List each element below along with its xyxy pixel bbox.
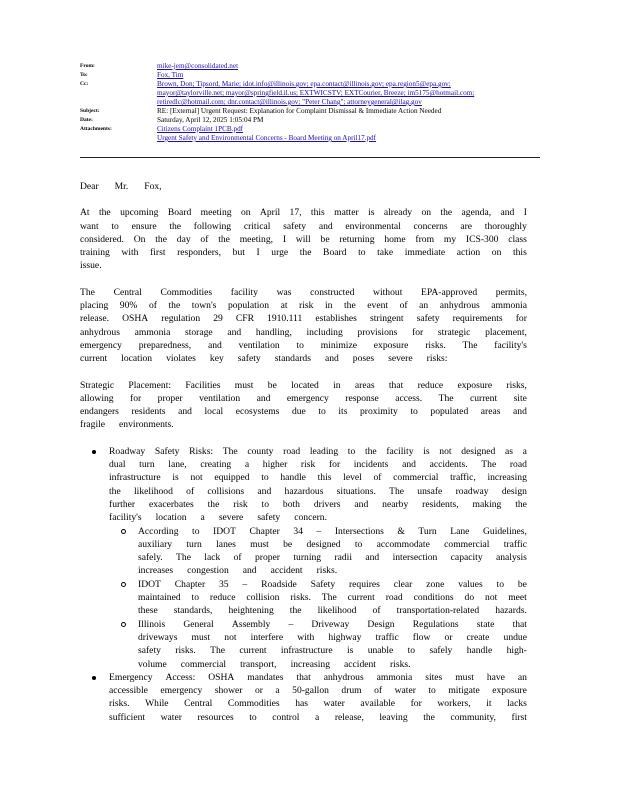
cc-label: Cc: [80, 81, 89, 87]
to-row [80, 71, 540, 80]
paragraph-facility-line: current location violates key safety standards and poses severe risks: [80, 353, 448, 365]
roadway-safety-line: infrastructure is not equipped to handle this level of commercial traffic, increasing [109, 472, 527, 484]
from-label: From: [80, 63, 95, 69]
paragraph-facility-line: release. OSHA regulation 29 CFR 1910.111 establishes stringent safety requirements for [80, 313, 527, 325]
emergency-access-line: Emergency Access: OSHA mandates that anhydrous ammonia sites must have an [109, 671, 527, 683]
idot-ch35-line: IDOT Chapter 35 – Roadside Safety requires clear zone values to be [138, 578, 527, 590]
greeting-text [80, 180, 527, 193]
paragraph-agenda-line: training with first responders, but I urge the Board to take immediate action on this [80, 247, 527, 259]
paragraph-strategic-placement [80, 379, 527, 432]
list-item-emergency-access [80, 671, 527, 724]
roadway-safety-line: Roadway Safety Risks: The county road leading to the facility is not designed as a [109, 445, 527, 457]
cc-recipients-line-1[interactable]: Brown, Don; Tipsord, Marie; idot.info@illinois.gov; epa.contact@illinois.gov; epa.region5@epa.gov; [157, 80, 451, 88]
cc-recipients-line-2[interactable]: mayor@taylorville.net; mayor@springfield.il.us; EXTWICSTV; EXTCourier, Breeze; im5175@hotmail.com; [157, 89, 475, 97]
date-row [80, 116, 540, 125]
sublist-item-driveway-regulations [109, 618, 527, 671]
attachment-link-1[interactable]: Citizens Complaint 1PCB.pdf [157, 125, 244, 133]
attachments-label: Attachments: [80, 126, 112, 132]
subject-value: RE: [External] Urgent Request: Explanation for Complaint Dismissal & Immediate Action Needed [157, 107, 442, 115]
date-value: Saturday, April 12, 2025 1:05:04 PM [157, 116, 264, 124]
paragraph-agenda [80, 206, 527, 272]
paragraph-facility-line: emergency preparedness, and ventilation to minimize exposure risks. The facility's [80, 339, 527, 351]
idot-ch34-line: According to IDOT Chapter 34 – Intersections & Turn Lane Guidelines, [138, 525, 527, 537]
roadway-safety-line: the likelihood of collisions and hazardous situations. The unsafe roadway design [109, 485, 527, 497]
greeting [80, 180, 527, 193]
driveway-regulations-line: Illinois General Assembly – Driveway Design Regulations state that [138, 618, 527, 630]
paragraph-strategic-placement-line: Strategic Placement: Facilities must be located in areas that reduce exposure risks, [80, 379, 527, 391]
roadway-safety-line: dual turn lane, creating a higher risk for incidents and accidents. The road [109, 459, 527, 471]
paragraph-agenda-line: want to ensure the following critical safety and environmental concerns are thoroughly [80, 220, 527, 232]
paragraph-strategic-placement-line: fragile environments. [80, 419, 174, 431]
roadway-safety-line: further exacerbates the risk to both drivers and nearby residents, making the [109, 498, 527, 510]
paragraph-strategic-placement-line: allowing for proper ventilation and emergency response access. The current site [80, 392, 527, 404]
driveway-regulations-line: volume commercial transport, increasing accident risks. [138, 658, 411, 670]
to-label: To: [80, 72, 88, 78]
paragraph-strategic-placement-line: endangers residents and local ecosystems due to its proximity to populated areas and [80, 406, 527, 418]
cc-row [80, 80, 540, 107]
paragraph-facility [80, 286, 527, 366]
greeting-word: Fox, [144, 181, 162, 192]
header-divider [80, 157, 540, 158]
paragraph-facility-line: anhydrous ammonia storage and handling, including provisions for strategic placement, [80, 326, 527, 338]
greeting-word: Dear [80, 181, 99, 192]
sublist-item-idot-ch35 [109, 578, 527, 618]
emergency-access-line: sufficient water resources to control a release, leaving the community, first [109, 711, 527, 723]
email-header [80, 62, 540, 143]
idot-ch34-line: auxiliary turn lanes must be designed to accommodate commercial traffic [138, 538, 527, 550]
attachment-link-2[interactable]: Urgent Safety and Environmental Concerns - Board Meeting on April17.pdf [157, 134, 377, 142]
concerns-list [80, 445, 527, 724]
cc-recipients-line-3[interactable]: retiredlc@hotmail.com; dnr.contact@illinois.gov; "Peter Chang"; attorneygeneral@ilag.gov [157, 98, 422, 106]
emergency-access-line: accessible emergency shower or a 50-gallon drum of water to mitigate exposure [109, 685, 527, 697]
driveway-regulations-line: driveways must not interfere with highway traffic flow or create undue [138, 631, 527, 643]
paragraph-agenda-line: issue. [80, 260, 102, 272]
idot-ch34-line: safely. The lack of proper turning radii and intersection capacity analysis [138, 552, 527, 564]
attachments-row [80, 125, 540, 143]
greeting-word: Mr. [114, 181, 129, 192]
list-item-roadway-safety [80, 445, 527, 671]
paragraph-facility-line: placing 90% of the town's population at risk in the event of an anhydrous ammonia [80, 300, 527, 312]
to-recipient-link[interactable]: Fox, Tim [157, 71, 184, 79]
from-row [80, 62, 540, 71]
from-email-link[interactable]: mike-jem@consolidated.net [157, 62, 239, 70]
idot-ch34-line: increases congestion and accident risks. [138, 565, 338, 577]
date-label: Date: [80, 117, 93, 123]
paragraph-agenda-line: At the upcoming Board meeting on April 17, this matter is already on the agenda, and I [80, 207, 527, 219]
idot-ch35-line: these standards, heightening the likelihood of transportation-related hazards. [138, 605, 527, 617]
subject-row [80, 107, 540, 116]
emergency-access-line: risks. While Central Commodities has water available for workers, it lacks [109, 698, 527, 710]
idot-ch35-line: maintained to reduce collision risks. The current road conditions do not meet [138, 592, 527, 604]
paragraph-facility-line: The Central Commodities facility was constructed without EPA-approved permits, [80, 286, 527, 298]
subject-label: Subject: [80, 108, 100, 114]
sublist-item-idot-ch34 [109, 525, 527, 578]
roadway-safety-line: facility's location a severe safety concern. [109, 512, 327, 524]
driveway-regulations-line: safety risks. The current infrastructure is unable to safely handle high- [138, 645, 527, 657]
email-body [80, 180, 527, 724]
roadway-sublist [109, 525, 527, 671]
paragraph-agenda-line: considered. On the day of the meeting, I will be returning home from my ICS-300 class [80, 233, 527, 245]
